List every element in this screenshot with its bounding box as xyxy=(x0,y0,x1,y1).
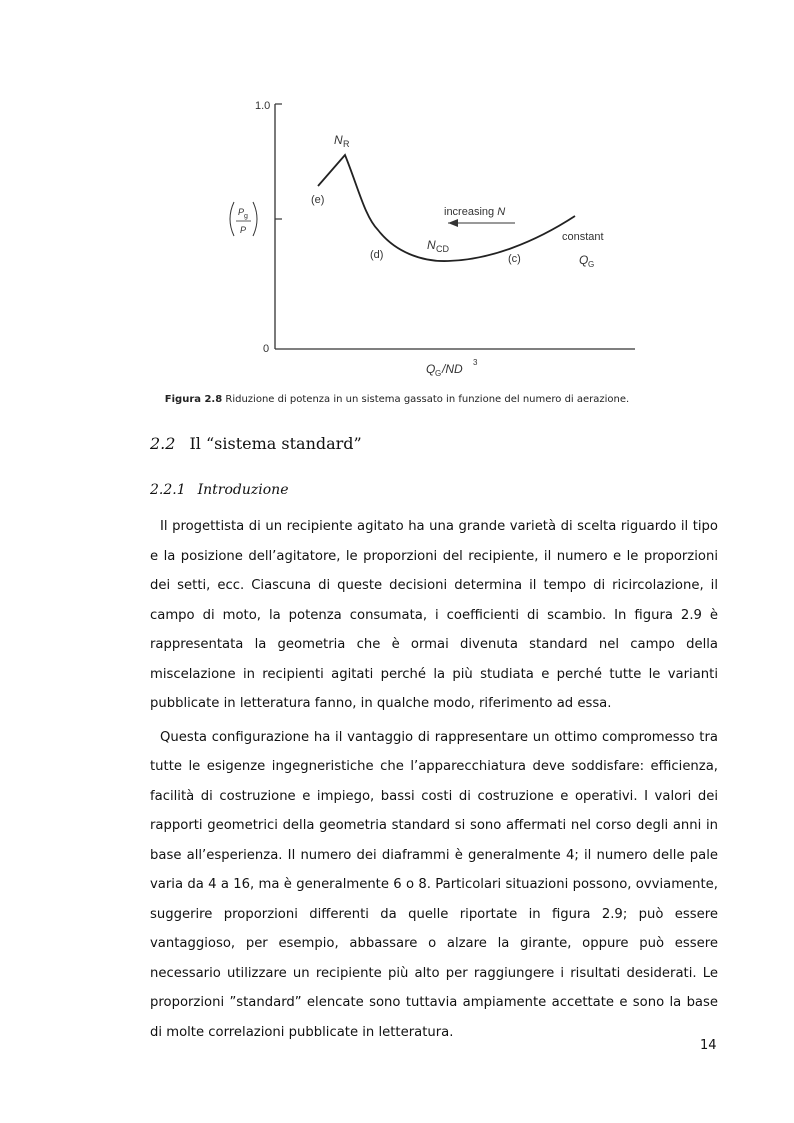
y-label-left-paren xyxy=(230,202,234,236)
qg-label: Q xyxy=(579,253,589,267)
x-label-rest: /ND xyxy=(442,362,463,376)
y-axis-label xyxy=(230,202,257,236)
section-title: Il “sistema standard” xyxy=(189,434,362,453)
arrow-label-var: N xyxy=(497,206,506,218)
page-number: 14 xyxy=(700,1038,717,1053)
y-tick-label-top: 1.0 xyxy=(255,100,271,112)
ncd-label: N xyxy=(427,238,436,252)
y-tick-label-zero: 0 xyxy=(263,343,270,355)
y-label-denominator: P xyxy=(240,225,247,235)
subsection-number: 2.2.1 xyxy=(150,482,186,498)
x-label-main: Q xyxy=(426,362,436,376)
section-number: 2.2 xyxy=(150,434,176,453)
peak-label-sub: R xyxy=(343,139,350,149)
region-e-label: (e) xyxy=(311,194,325,206)
power-reduction-figure xyxy=(190,92,660,382)
constant-label: constant xyxy=(562,231,604,243)
region-d-label: (d) xyxy=(370,249,384,261)
paragraph: Il progettista di un recipiente agitato ha una grande varietà di scelta riguardo il tipo e la posizione dell’agitatore, le proporzioni del recipiente, il numero e le proporzioni dei setti, ecc. Ciascuna di queste decisioni determina il tempo di ricircolazione, il campo di moto, la potenza consumata, i coefficienti di scambio. In figura 2.9 è rappresentata la geometria che è ormai divenuta standard nel campo della miscelazione in recipienti agitati perché la più studiata e perché tutte le varianti pubblicate in letteratura fanno, in qualche modo, riferimento ad essa. xyxy=(150,519,718,711)
region-c-label: (c) xyxy=(508,253,521,265)
section-heading xyxy=(150,434,362,453)
y-label-right-paren xyxy=(253,202,257,236)
figure-caption xyxy=(0,394,794,405)
qg-label-sub: G xyxy=(588,260,595,269)
arrow-label-text: increasing xyxy=(444,206,498,218)
figure-graph xyxy=(190,92,660,382)
x-label-sub: G xyxy=(435,369,442,378)
caption-text: Riduzione di potenza in un sistema gassato in funzione del numero di aerazione. xyxy=(222,394,630,405)
paragraph: Questa configurazione ha il vantaggio di rappresentare un ottimo compromesso tra tutte le esigenze ingegneristiche che l’apparecchiatura deve soddisfare: efficienza, facilità di costruzione e impiego, bassi costi di costruzione e operativi. I valori dei rapporti geometrici della geometria standard si sono affermati nel corso degli anni in base all’esperienza. Il numero dei diaframmi è generalmente 4; il numero delle pale varia da 4 a 16, ma è generalmente 6 o 8. Particolari situazioni possono, ovviamente, suggerire proporzioni differenti da quelle riportate in figura 2.9; può essere vantaggioso, per esempio, abbassare o alzare la girante, oppure può essere necessario utilizzare un recipiente più alto per raggiungere i risultati desiderati. Le proporzioni ”standard” elencate sono tuttavia ampiamente accettate e sono la base di molte correlazioni pubblicate in letteratura. xyxy=(150,729,718,1040)
ncd-label-sub: CD xyxy=(436,244,449,254)
x-label-sup: 3 xyxy=(473,358,478,367)
body-text xyxy=(150,512,718,1051)
caption-prefix: Figura 2.8 xyxy=(164,394,223,405)
increasing-n-arrowhead xyxy=(448,219,458,227)
arrow-label xyxy=(444,206,505,218)
y-label-numerator: P xyxy=(238,207,245,217)
subsection-heading xyxy=(150,482,288,498)
x-axis-label xyxy=(426,358,478,378)
y-label-numerator-sub: g xyxy=(244,213,248,220)
subsection-title: Introduzione xyxy=(197,482,289,498)
peak-label: N xyxy=(334,133,343,147)
